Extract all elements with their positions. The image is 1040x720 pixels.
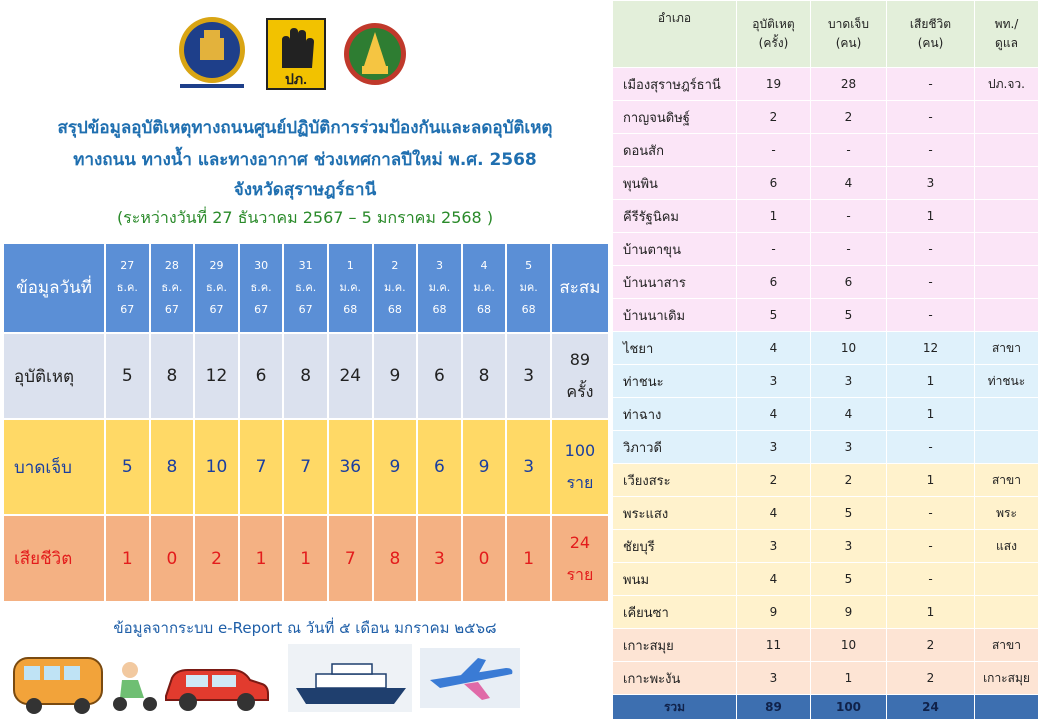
deaths-cell: - (887, 266, 975, 299)
district-row (613, 101, 1039, 134)
deaths-cell: 1 (887, 464, 975, 497)
value-cell: 6 (239, 333, 284, 419)
accidents-cell: 6 (737, 266, 811, 299)
value-cell: 1 (239, 515, 284, 602)
injuries-cell: 10 (811, 629, 887, 662)
date-header-cell: 29 ธ.ค. 67 (194, 243, 239, 333)
total-cell: 24 ราย (551, 515, 609, 602)
value-cell: 5 (105, 419, 150, 515)
district-row (613, 68, 1039, 101)
bus-icon (14, 658, 102, 714)
deaths-cell: 2 (887, 662, 975, 695)
value-cell: 7 (239, 419, 284, 515)
injuries-cell: 9 (811, 596, 887, 629)
value-cell: 7 (283, 419, 328, 515)
district-name: บ้านนาเดิม (613, 299, 737, 332)
value-cell: 8 (150, 333, 195, 419)
svg-text:ปภ.: ปภ. (284, 71, 308, 87)
responsible-cell (975, 200, 1039, 233)
district-name: กาญจนดิษฐ์ (613, 101, 737, 134)
responsible-cell (975, 101, 1039, 134)
responsible-cell: พระ (975, 497, 1039, 530)
district-row (613, 332, 1039, 365)
accidents-cell: 2 (737, 464, 811, 497)
accidents-cell: 6 (737, 167, 811, 200)
value-cell: 6 (417, 333, 462, 419)
value-cell: 0 (150, 515, 195, 602)
date-header-cell: 4 ม.ค. 68 (462, 243, 507, 333)
date-header-cell: 27 ธ.ค. 67 (105, 243, 150, 333)
district-row (613, 167, 1039, 200)
total-responsible (975, 695, 1039, 720)
value-cell: 5 (105, 333, 150, 419)
deaths-cell: - (887, 68, 975, 101)
header-deaths: เสียชีวิต (คน) (887, 1, 975, 68)
deaths-cell: - (887, 233, 975, 266)
header-accidents: อุบัติเหตุ (ครั้ง) (737, 1, 811, 68)
value-cell: 3 (506, 333, 551, 419)
district-row (613, 266, 1039, 299)
district-row (613, 596, 1039, 629)
date-header-cell: 28 ธ.ค. 67 (150, 243, 195, 333)
district-name: พระแสง (613, 497, 737, 530)
car-icon (166, 670, 268, 711)
province-seal-logo (342, 14, 408, 96)
district-row (613, 134, 1039, 167)
district-row (613, 398, 1039, 431)
accidents-cell: - (737, 233, 811, 266)
value-cell: 10 (194, 419, 239, 515)
injuries-cell: - (811, 134, 887, 167)
ship-icon (288, 644, 412, 712)
accidents-row (3, 333, 609, 419)
district-summary-table (612, 0, 1039, 720)
responsible-cell: สาขา (975, 464, 1039, 497)
district-name: พนม (613, 563, 737, 596)
responsible-cell: แสง (975, 530, 1039, 563)
district-row (613, 233, 1039, 266)
injuries-cell: 3 (811, 365, 887, 398)
district-row (613, 530, 1039, 563)
deaths-cell: - (887, 299, 975, 332)
deaths-cell: - (887, 530, 975, 563)
responsible-cell: สาขา (975, 629, 1039, 662)
date-header-cell: 3 ม.ค. 68 (417, 243, 462, 333)
responsible-cell: ปภ.จว. (975, 68, 1039, 101)
district-name: คีรีรัฐนิคม (613, 200, 737, 233)
injuries-cell: - (811, 200, 887, 233)
district-row (613, 662, 1039, 695)
total-deaths: 24 (887, 695, 975, 720)
responsible-cell (975, 563, 1039, 596)
value-cell: 1 (283, 515, 328, 602)
injuries-cell: 10 (811, 332, 887, 365)
row-label: อุบัติเหตุ (3, 333, 105, 419)
injuries-cell: 28 (811, 68, 887, 101)
district-name: ดอนสัก (613, 134, 737, 167)
accidents-cell: 1 (737, 200, 811, 233)
page-title-line2: ทางถนน ทางน้ำ และทางอากาศ ช่วงเทศกาลปีใหม่ พ.ศ. 2568 (73, 150, 537, 170)
header-district: อำเภอ (613, 1, 737, 68)
deaths-cell: - (887, 497, 975, 530)
deaths-cell: - (887, 134, 975, 167)
district-header-row (613, 1, 1039, 68)
date-header-cell: 30 ธ.ค. 67 (239, 243, 284, 333)
deaths-cell: 1 (887, 200, 975, 233)
total-header-cell: สะสม (551, 243, 609, 333)
responsible-cell (975, 596, 1039, 629)
data-source-note: ข้อมูลจากระบบ e-Report ณ วันที่ ๕ เดือน มกราคม ๒๕๖๘ (113, 619, 497, 637)
total-accidents: 89 (737, 695, 811, 720)
responsible-cell (975, 134, 1039, 167)
injuries-cell: 5 (811, 299, 887, 332)
deaths-cell: - (887, 563, 975, 596)
responsible-cell (975, 299, 1039, 332)
table-header-row (3, 243, 609, 333)
total-cell: 100 ราย (551, 419, 609, 515)
responsible-cell (975, 431, 1039, 464)
injuries-cell: - (811, 233, 887, 266)
district-row (613, 563, 1039, 596)
value-cell: 8 (150, 419, 195, 515)
district-name: วิภาวดี (613, 431, 737, 464)
deaths-cell: 12 (887, 332, 975, 365)
accidents-cell: 5 (737, 299, 811, 332)
district-row (613, 299, 1039, 332)
airplane-icon (420, 648, 520, 708)
total-cell: 89 ครั้ง (551, 333, 609, 419)
deaths-cell: 1 (887, 365, 975, 398)
deaths-cell: 3 (887, 167, 975, 200)
header-responsible: พท./ ดูแล (975, 1, 1039, 68)
vehicle-illustrations (10, 640, 610, 716)
value-cell: 24 (328, 333, 373, 419)
injuries-cell: 1 (811, 662, 887, 695)
value-cell: 3 (417, 515, 462, 602)
accidents-cell: 4 (737, 563, 811, 596)
scooter-icon (113, 662, 157, 711)
value-cell: 1 (506, 515, 551, 602)
responsible-cell (975, 266, 1039, 299)
page-title-line3: จังหวัดสุราษฎร์ธานี (233, 180, 377, 200)
district-total-row (613, 695, 1039, 720)
value-cell: 1 (105, 515, 150, 602)
row-label: เสียชีวิต (3, 515, 105, 602)
district-rows (613, 68, 1039, 695)
accidents-cell: 19 (737, 68, 811, 101)
accidents-cell: 4 (737, 398, 811, 431)
district-name: เคียนซา (613, 596, 737, 629)
district-row (613, 431, 1039, 464)
disaster-prevention-logo (266, 18, 326, 90)
value-cell: 12 (194, 333, 239, 419)
agency-seal-logo (170, 16, 254, 90)
date-header-cell: 5 มค. 68 (506, 243, 551, 333)
deaths-cell: 1 (887, 596, 975, 629)
injuries-cell: 5 (811, 563, 887, 596)
page-title-line1: สรุปข้อมูลอุบัติเหตุทางถนนศูนย์ปฏิบัติการร่วมป้องกันและลดอุบัติเหตุ (57, 118, 553, 138)
accidents-cell: 2 (737, 101, 811, 134)
district-name: เวียงสระ (613, 464, 737, 497)
accidents-cell: 4 (737, 332, 811, 365)
value-cell: 9 (462, 419, 507, 515)
district-row (613, 464, 1039, 497)
injuries-cell: 2 (811, 101, 887, 134)
responsible-cell: ท่าชนะ (975, 365, 1039, 398)
injuries-row (3, 419, 609, 515)
district-name: ไชยา (613, 332, 737, 365)
accidents-cell: 3 (737, 431, 811, 464)
logo-group (170, 12, 410, 100)
deaths-cell: 1 (887, 398, 975, 431)
district-name: ท่าชนะ (613, 365, 737, 398)
value-cell: 7 (328, 515, 373, 602)
injuries-cell: 4 (811, 167, 887, 200)
accidents-cell: 4 (737, 497, 811, 530)
district-name: พุนพิน (613, 167, 737, 200)
value-cell: 8 (462, 333, 507, 419)
district-name: บ้านตาขุน (613, 233, 737, 266)
injuries-cell: 3 (811, 431, 887, 464)
accidents-cell: 11 (737, 629, 811, 662)
district-name: ชัยบุรี (613, 530, 737, 563)
injuries-cell: 3 (811, 530, 887, 563)
value-cell: 9 (373, 419, 418, 515)
accidents-cell: 3 (737, 365, 811, 398)
date-header-cell: 31 ธ.ค. 67 (283, 243, 328, 333)
deaths-cell: - (887, 101, 975, 134)
value-cell: 0 (462, 515, 507, 602)
responsible-cell (975, 233, 1039, 266)
injuries-cell: 2 (811, 464, 887, 497)
district-row (613, 629, 1039, 662)
district-name: เมืองสุราษฎร์ธานี (613, 68, 737, 101)
responsible-cell (975, 167, 1039, 200)
district-row (613, 365, 1039, 398)
daily-accident-table (2, 242, 610, 603)
injuries-cell: 4 (811, 398, 887, 431)
district-name: เกาะพะงัน (613, 662, 737, 695)
responsible-cell: สาขา (975, 332, 1039, 365)
district-row (613, 497, 1039, 530)
row-header-cell: ข้อมูลวันที่ (3, 243, 105, 333)
value-cell: 8 (373, 515, 418, 602)
accidents-cell: - (737, 134, 811, 167)
date-header-cell: 2 ม.ค. 68 (373, 243, 418, 333)
deaths-cell: - (887, 431, 975, 464)
district-name: บ้านนาสาร (613, 266, 737, 299)
accidents-cell: 9 (737, 596, 811, 629)
accidents-cell: 3 (737, 530, 811, 563)
responsible-cell: เกาะสมุย (975, 662, 1039, 695)
value-cell: 6 (417, 419, 462, 515)
value-cell: 3 (506, 419, 551, 515)
header-injuries: บาดเจ็บ (คน) (811, 1, 887, 68)
reporting-period: (ระหว่างวันที่ 27 ธันวาคม 2567 – 5 มกราคม 2568 ) (116, 208, 494, 227)
injuries-cell: 6 (811, 266, 887, 299)
deaths-row (3, 515, 609, 602)
responsible-cell (975, 398, 1039, 431)
value-cell: 2 (194, 515, 239, 602)
total-label: รวม (613, 695, 737, 720)
district-name: ท่าฉาง (613, 398, 737, 431)
accidents-cell: 3 (737, 662, 811, 695)
total-injuries: 100 (811, 695, 887, 720)
value-cell: 8 (283, 333, 328, 419)
value-cell: 9 (373, 333, 418, 419)
district-row (613, 200, 1039, 233)
value-cell: 36 (328, 419, 373, 515)
deaths-cell: 2 (887, 629, 975, 662)
row-label: บาดเจ็บ (3, 419, 105, 515)
date-header-cell: 1 ม.ค. 68 (328, 243, 373, 333)
injuries-cell: 5 (811, 497, 887, 530)
district-name: เกาะสมุย (613, 629, 737, 662)
